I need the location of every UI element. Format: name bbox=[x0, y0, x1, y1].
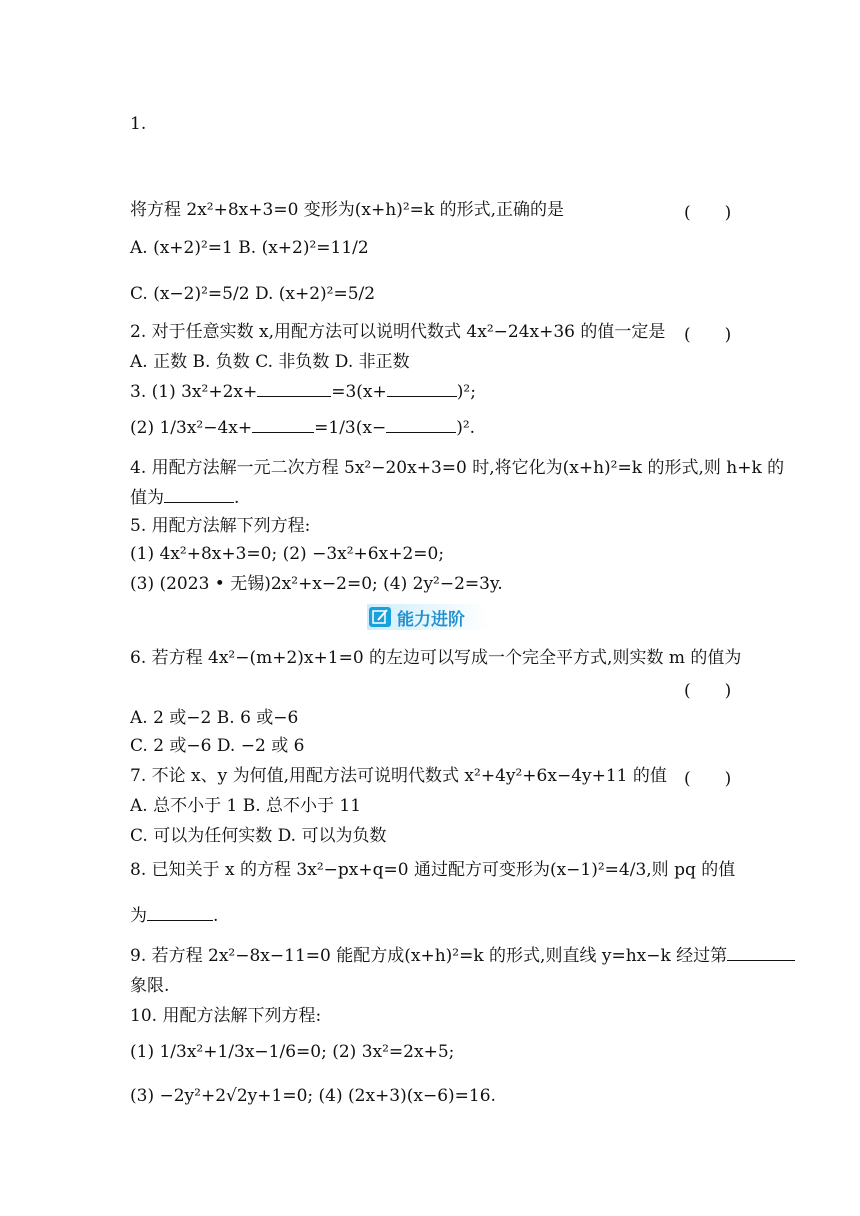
pencil-icon bbox=[369, 607, 391, 627]
q9-blank[interactable] bbox=[727, 944, 795, 961]
q8-period: . bbox=[213, 906, 219, 926]
q2-stem: 2. 对于任意实数 x,用配方法可以说明代数式 4x²−24x+36 的值一定是 bbox=[130, 322, 666, 342]
q3-blank-3[interactable] bbox=[252, 416, 314, 433]
q4-period: . bbox=[234, 488, 240, 508]
q4-line-2 bbox=[130, 486, 239, 510]
q3-part2-right: )². bbox=[456, 418, 476, 438]
q4-label: 值为 bbox=[130, 488, 164, 508]
q8-line-2 bbox=[130, 904, 218, 928]
q7-answer-paren: ( ) bbox=[684, 769, 732, 789]
q3-part1 bbox=[130, 380, 476, 404]
q4-line-1: 4. 用配方法解一元二次方程 5x²−20x+3=0 时,将它化为(x+h)²=k 的形式,则 h+k 的 bbox=[130, 458, 785, 478]
q9-line-1 bbox=[130, 944, 795, 968]
q7-options-ab: A. 总不小于 1 B. 总不小于 11 bbox=[130, 796, 362, 816]
q10-line-1: (1) 1/3x²+1/3x−1/6=0; (2) 3x²=2x+5; bbox=[130, 1042, 455, 1062]
q3-blank-2[interactable] bbox=[387, 380, 457, 397]
q4-blank[interactable] bbox=[164, 486, 234, 503]
q9-line-2: 象限. bbox=[130, 976, 170, 996]
q8-line-1: 8. 已知关于 x 的方程 3x²−px+q=0 通过配方可变形为(x−1)²=4/3,则 pq 的值 bbox=[130, 860, 736, 880]
q7-stem: 7. 不论 x、y 为何值,用配方法可说明代数式 x²+4y²+6x−4y+11 的值 bbox=[130, 766, 667, 786]
q2-options: A. 正数 B. 负数 C. 非负数 D. 非正数 bbox=[130, 352, 410, 372]
q9-stem: 9. 若方程 2x²−8x−11=0 能配方成(x+h)²=k 的形式,则直线 y=hx−k 经过第 bbox=[130, 946, 728, 966]
q3-part2-mid: =1/3(x− bbox=[314, 418, 387, 438]
q3-blank-4[interactable] bbox=[386, 416, 456, 433]
q10-line-2: (3) −2y²+2√2y+1=0; (4) (2x+3)(x−6)=16. bbox=[130, 1086, 496, 1106]
q6-stem: 6. 若方程 4x²−(m+2)x+1=0 的左边可以写成一个完全平方式,则实数 m 的值为 bbox=[130, 648, 742, 668]
q7-options-cd: C. 可以为任何实数 D. 可以为负数 bbox=[130, 826, 387, 846]
q6-answer-paren: ( ) bbox=[684, 681, 732, 701]
q3-part1-right: )²; bbox=[456, 382, 476, 402]
q1-answer-paren: ( ) bbox=[684, 203, 732, 223]
q3-part2-left: (2) 1/3x²−4x+ bbox=[130, 418, 253, 438]
q1-number: 1. bbox=[130, 114, 147, 134]
q1-stem: 将方程 2x²+8x+3=0 变形为(x+h)²=k 的形式,正确的是 bbox=[130, 200, 565, 220]
q10-stem: 10. 用配方法解下列方程: bbox=[130, 1006, 322, 1026]
q5-line-1: (1) 4x²+8x+3=0; (2) −3x²+6x+2=0; bbox=[130, 544, 445, 564]
q8-label: 为 bbox=[130, 906, 147, 926]
q6-options-ab: A. 2 或−2 B. 6 或−6 bbox=[130, 708, 299, 728]
q5-stem: 5. 用配方法解下列方程: bbox=[130, 516, 311, 536]
q3-part1-left: 3. (1) 3x²+2x+ bbox=[130, 382, 258, 402]
section-banner bbox=[367, 604, 491, 630]
q8-blank[interactable] bbox=[147, 904, 213, 921]
q1-options-ab: A. (x+2)²=1 B. (x+2)²=11/2 bbox=[130, 238, 369, 258]
q3-blank-1[interactable] bbox=[257, 380, 331, 397]
q6-options-cd: C. 2 或−6 D. −2 或 6 bbox=[130, 736, 305, 756]
q3-part1-mid: =3(x+ bbox=[331, 382, 387, 402]
q5-line-2: (3) (2023 • 无锡)2x²+x−2=0; (4) 2y²−2=3y. bbox=[130, 574, 503, 594]
section-title: 能力进阶 bbox=[397, 610, 465, 630]
q2-answer-paren: ( ) bbox=[684, 325, 732, 345]
q1-options-cd: C. (x−2)²=5/2 D. (x+2)²=5/2 bbox=[130, 284, 376, 304]
q3-part2 bbox=[130, 416, 475, 440]
